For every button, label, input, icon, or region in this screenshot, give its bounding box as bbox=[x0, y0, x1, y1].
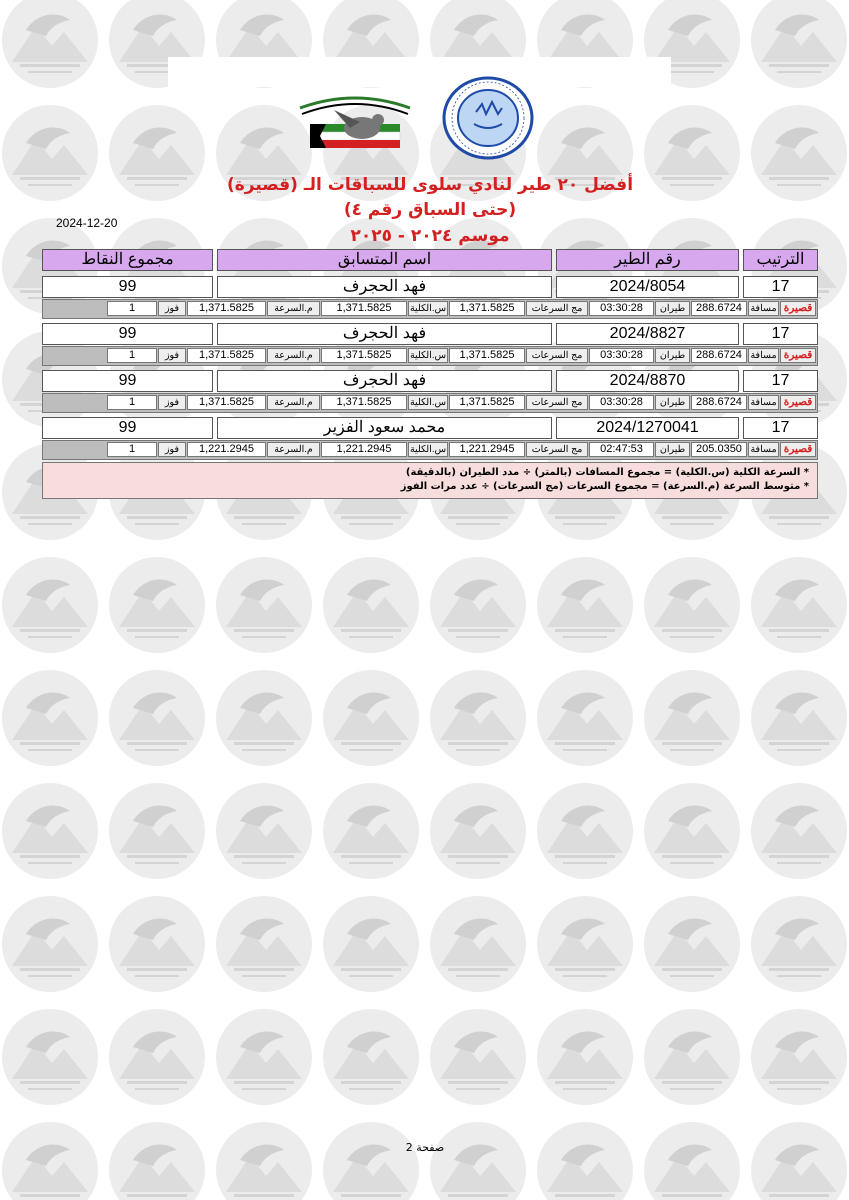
total-speed-label: س.الكلية bbox=[409, 303, 447, 314]
avg-speed-value: 1,221.2945 bbox=[187, 442, 266, 457]
watermark-tile bbox=[109, 783, 205, 879]
row-detail-strip bbox=[42, 393, 818, 413]
watermark-tile bbox=[2, 105, 98, 201]
category-badge: قصيرة bbox=[780, 348, 816, 363]
total-speed-value: 1,371.5825 bbox=[321, 395, 407, 410]
distance-label: مسافة bbox=[748, 301, 779, 316]
watermark-tile bbox=[216, 1122, 312, 1200]
competitor-name-cell: محمد سعود الفزير bbox=[217, 417, 552, 439]
watermark-tile bbox=[751, 0, 847, 88]
distance-value: 288.6724 bbox=[691, 301, 747, 316]
points-cell: 99 bbox=[42, 323, 213, 345]
watermark-tile bbox=[109, 1009, 205, 1105]
watermark-tile bbox=[644, 1122, 740, 1200]
header-ring-number: رقم الطير bbox=[556, 249, 739, 271]
avg-speed-value: 1,371.5825 bbox=[187, 395, 266, 410]
distance-value: 288.6724 bbox=[691, 348, 747, 363]
flight-label: طيران bbox=[655, 395, 690, 410]
watermark-tile bbox=[644, 670, 740, 766]
page-number: صفحة 2 bbox=[405, 1141, 445, 1154]
wins-label: فوز bbox=[158, 348, 186, 363]
watermark-tile bbox=[430, 1009, 526, 1105]
total-speed-label: س.الكلية bbox=[409, 397, 447, 408]
redacted-area bbox=[168, 57, 671, 87]
watermark-tile bbox=[216, 783, 312, 879]
watermark-tile bbox=[537, 557, 633, 653]
ring-number-cell: 2024/8870 bbox=[556, 370, 739, 392]
table-row bbox=[42, 417, 818, 439]
speed-sum-value: 1,371.5825 bbox=[449, 348, 525, 363]
report-subtitle: (حتى السباق رقم ٤) bbox=[343, 200, 517, 220]
total-speed-value: 1,371.5825 bbox=[321, 301, 407, 316]
table-body bbox=[42, 276, 818, 460]
wins-value: 1 bbox=[107, 395, 157, 410]
wins-label: فوز bbox=[158, 442, 186, 457]
category-badge: قصيرة bbox=[780, 395, 816, 410]
category-badge: قصيرة bbox=[780, 442, 816, 457]
avg-speed-value: 1,371.5825 bbox=[187, 348, 266, 363]
competitor-name-cell: فهد الحجرف bbox=[217, 370, 552, 392]
watermark-tile bbox=[751, 783, 847, 879]
table-row bbox=[42, 276, 818, 298]
season-label: موسم ٢٠٢٤ - ٢٠٢٥ bbox=[350, 226, 510, 246]
speed-sum-value: 1,221.2945 bbox=[449, 442, 525, 457]
results-table bbox=[42, 249, 818, 464]
watermark-tile bbox=[216, 670, 312, 766]
distance-label: مسافة bbox=[748, 395, 779, 410]
watermark-tile bbox=[109, 896, 205, 992]
avg-speed-value: 1,371.5825 bbox=[187, 301, 266, 316]
speed-sum-label: مج السرعات bbox=[526, 301, 588, 316]
table-row bbox=[42, 323, 818, 345]
avg-speed-label: م.السرعة bbox=[267, 442, 320, 457]
watermark-tile bbox=[537, 670, 633, 766]
header-rank: الترتيب bbox=[743, 249, 818, 271]
watermark-tile bbox=[323, 1009, 419, 1105]
watermark-tile bbox=[430, 670, 526, 766]
watermark-tile bbox=[644, 896, 740, 992]
distance-label: مسافة bbox=[748, 348, 779, 363]
rank-cell: 17 bbox=[743, 370, 818, 392]
flight-time-value: 02:47:53 bbox=[589, 442, 654, 457]
formula-notes bbox=[42, 462, 818, 499]
total-speed-value: 1,371.5825 bbox=[321, 348, 407, 363]
watermark-tile bbox=[2, 670, 98, 766]
watermark-tile bbox=[109, 557, 205, 653]
flight-time-value: 03:30:28 bbox=[589, 348, 654, 363]
rank-cell: 17 bbox=[743, 276, 818, 298]
watermark-tile bbox=[109, 105, 205, 201]
watermark-tile bbox=[323, 1122, 419, 1200]
wins-label: فوز bbox=[158, 301, 186, 316]
watermark-tile bbox=[537, 896, 633, 992]
watermark-tile bbox=[751, 896, 847, 992]
watermark-tile bbox=[751, 557, 847, 653]
watermark-tile bbox=[323, 896, 419, 992]
ring-number-cell: 2024/1270041 bbox=[556, 417, 739, 439]
total-speed-label: س.الكلية bbox=[409, 444, 447, 455]
watermark-tile bbox=[109, 670, 205, 766]
watermark-tile bbox=[430, 557, 526, 653]
distance-label: مسافة bbox=[748, 442, 779, 457]
avg-speed-label: م.السرعة bbox=[267, 395, 320, 410]
watermark-tile bbox=[323, 557, 419, 653]
watermark-tile bbox=[751, 670, 847, 766]
watermark-tile bbox=[323, 783, 419, 879]
distance-value: 205.0350 bbox=[691, 442, 747, 457]
flight-time-value: 03:30:28 bbox=[589, 395, 654, 410]
flight-label: طيران bbox=[655, 442, 690, 457]
wins-value: 1 bbox=[107, 301, 157, 316]
rank-cell: 17 bbox=[743, 417, 818, 439]
flight-label: طيران bbox=[655, 348, 690, 363]
watermark-tile bbox=[430, 1122, 526, 1200]
watermark-tile bbox=[2, 896, 98, 992]
note-total-speed: * السرعة الكلية (س.الكلية) = مجموع المسافات (بالمتر) ÷ مدد الطيران (بالدقيقة) bbox=[405, 467, 809, 478]
row-detail-strip bbox=[42, 440, 818, 460]
points-cell: 99 bbox=[42, 276, 213, 298]
header-total-points: مجموع النقاط bbox=[42, 249, 213, 271]
ring-number-cell: 2024/8054 bbox=[556, 276, 739, 298]
total-speed-value: 1,221.2945 bbox=[321, 442, 407, 457]
wins-value: 1 bbox=[107, 348, 157, 363]
table-row bbox=[42, 370, 818, 392]
row-detail-strip bbox=[42, 299, 818, 319]
watermark-tile bbox=[2, 0, 98, 88]
watermark-tile bbox=[644, 557, 740, 653]
watermark-tile bbox=[2, 783, 98, 879]
watermark-tile bbox=[430, 783, 526, 879]
watermark-tile bbox=[537, 783, 633, 879]
watermark-tile bbox=[537, 1009, 633, 1105]
speed-sum-value: 1,371.5825 bbox=[449, 395, 525, 410]
report-date: 2024-12-20 bbox=[56, 216, 118, 230]
speed-sum-label: مج السرعات bbox=[526, 442, 588, 457]
watermark-tile bbox=[2, 557, 98, 653]
wins-label: فوز bbox=[158, 395, 186, 410]
report-title: أفضل ٢٠ طير لنادي سلوى للسباقات الـ (قصيرة) bbox=[226, 175, 634, 195]
pigeons-birds-union-logo bbox=[442, 76, 534, 160]
note-average-speed: * متوسط السرعة (م.السرعة) = مجموع السرعات (مج السرعات) ÷ عدد مرات الفوز bbox=[400, 481, 809, 492]
speed-sum-label: مج السرعات bbox=[526, 348, 588, 363]
watermark-tile bbox=[216, 896, 312, 992]
watermark-tile bbox=[537, 1122, 633, 1200]
watermark-tile bbox=[216, 1009, 312, 1105]
table-header bbox=[42, 249, 818, 271]
watermark-tile bbox=[751, 1122, 847, 1200]
row-detail-strip bbox=[42, 346, 818, 366]
watermark-tile bbox=[751, 1009, 847, 1105]
wins-value: 1 bbox=[107, 442, 157, 457]
avg-speed-label: م.السرعة bbox=[267, 348, 320, 363]
competitor-name-cell: فهد الحجرف bbox=[217, 276, 552, 298]
watermark-tile bbox=[430, 896, 526, 992]
watermark-tile bbox=[109, 1122, 205, 1200]
watermark-tile bbox=[644, 783, 740, 879]
total-speed-label: س.الكلية bbox=[409, 350, 447, 361]
points-cell: 99 bbox=[42, 370, 213, 392]
header-competitor-name: اسم المتسابق bbox=[217, 249, 552, 271]
points-cell: 99 bbox=[42, 417, 213, 439]
watermark-tile bbox=[644, 1009, 740, 1105]
category-badge: قصيرة bbox=[780, 301, 816, 316]
competitor-name-cell: فهد الحجرف bbox=[217, 323, 552, 345]
avg-speed-label: م.السرعة bbox=[267, 301, 320, 316]
flight-label: طيران bbox=[655, 301, 690, 316]
distance-value: 288.6724 bbox=[691, 395, 747, 410]
watermark-tile bbox=[216, 557, 312, 653]
flight-time-value: 03:30:28 bbox=[589, 301, 654, 316]
watermark-tile bbox=[2, 1009, 98, 1105]
watermark-tile bbox=[2, 1122, 98, 1200]
rank-cell: 17 bbox=[743, 323, 818, 345]
kuwait-pigeon-club-logo bbox=[290, 90, 420, 158]
speed-sum-value: 1,371.5825 bbox=[449, 301, 525, 316]
ring-number-cell: 2024/8827 bbox=[556, 323, 739, 345]
watermark-tile bbox=[751, 105, 847, 201]
speed-sum-label: مج السرعات bbox=[526, 395, 588, 410]
watermark-tile bbox=[323, 670, 419, 766]
